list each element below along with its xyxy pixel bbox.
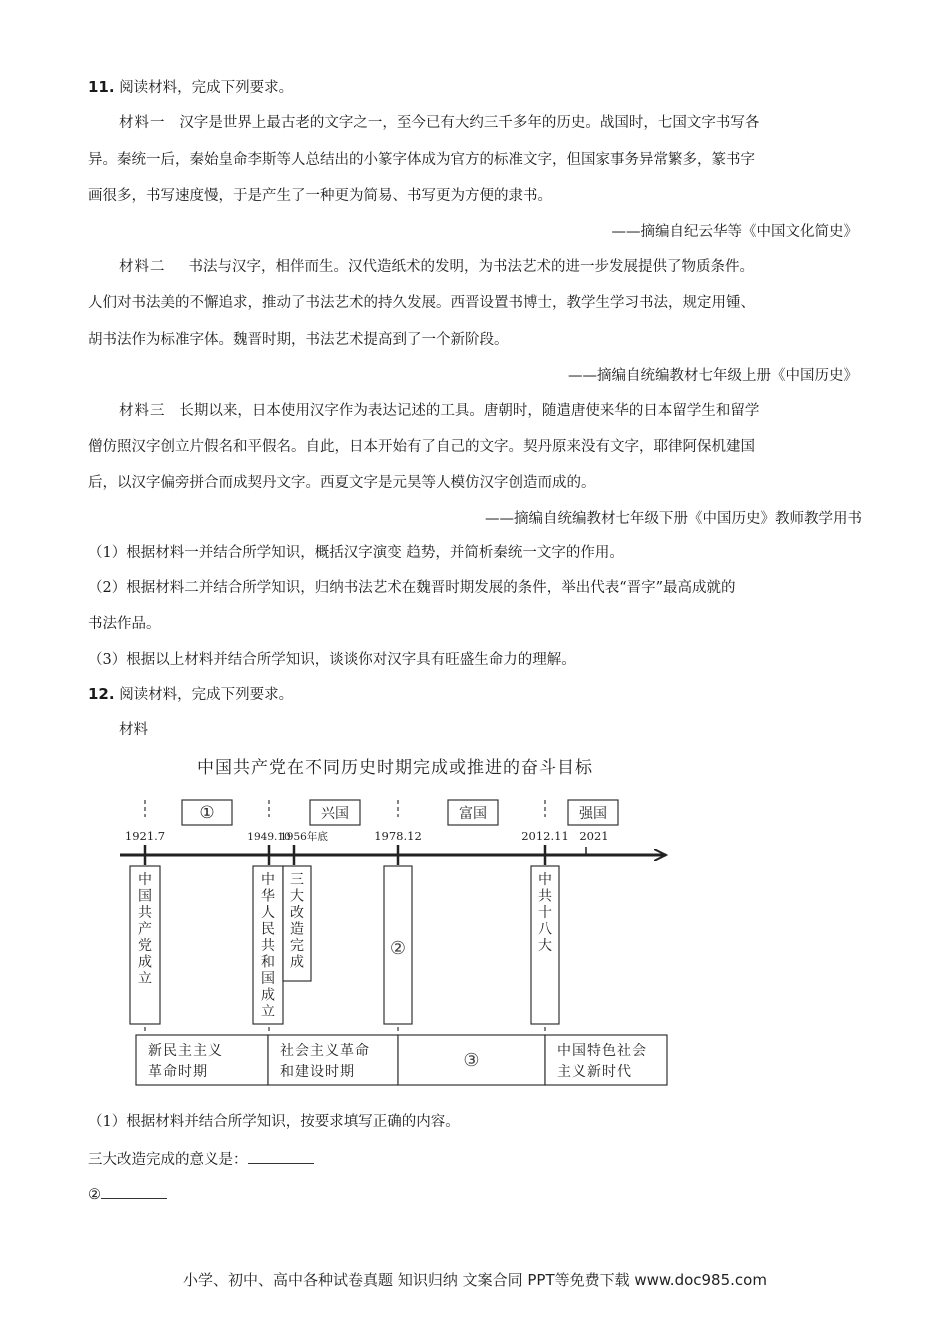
- period-label-line2: 主义新时代: [557, 1064, 632, 1080]
- period-label-line2: 革命时期: [148, 1064, 208, 1080]
- date-label: 2012.11: [521, 829, 569, 843]
- q11-sub3: （3）根据以上材料并结合所学知识，谈谈你对汉字具有旺盛生命力的理解。: [88, 652, 576, 668]
- q11-m3-line2: 僧仿照汉字创立片假名和平假名。自此，日本开始有了自己的文字。契丹原来没有文字，耶律阿保机建国: [88, 439, 755, 455]
- period-label-line2: 和建设时期: [280, 1064, 355, 1080]
- q11-m2-line3: 胡书法作为标准字体。魏晋时期，书法艺术提高到了一个新阶段。: [88, 332, 509, 348]
- page-footer: 小学、初中、高中各种试卷真题 知识归纳 文案合同 PPT等免费下载 www.doc985.com: [183, 1271, 767, 1289]
- q11-m3-text1: 长期以来，日本使用汉字作为表达记述的工具。唐朝时，随遣唐使来华的日本留学生和留学: [179, 403, 760, 419]
- period-label: ③: [463, 1050, 480, 1071]
- q12-heading: [88, 684, 293, 705]
- q11-m3-line1: [119, 401, 759, 421]
- timeline-goals: [182, 800, 618, 825]
- timeline-events: [130, 866, 559, 1024]
- q11-number: 11.: [88, 78, 115, 96]
- q11-m1-line2: 异。秦统一后，秦始皇命李斯等人总结出的小篆字体成为官方的标准文字，但国家事务异常繁多，篆书字: [88, 152, 755, 168]
- event-label: 中华人民共和国成立: [261, 872, 275, 1020]
- event-label: 中国共产党成立: [138, 872, 152, 987]
- period-label-line1: 中国特色社会: [557, 1043, 647, 1059]
- q12-material-label: 材料: [119, 722, 148, 738]
- q11-sub2-line1: （2）根据材料二并结合所学知识，归纳书法艺术在魏晋时期发展的条件，举出代表“晋字”最高成就的: [88, 580, 736, 596]
- q11-m3-label: 材料三: [119, 403, 166, 419]
- timeline-periods: [136, 1035, 667, 1085]
- q12-sub1: （1）根据材料并结合所学知识，按要求填写正确的内容。: [88, 1114, 460, 1130]
- q11-prompt: 阅读材料，完成下列要求。: [119, 80, 294, 96]
- period-label-line1: 社会主义革命: [280, 1043, 370, 1059]
- event-label: 三大改造完成: [290, 872, 304, 971]
- answer-blank-2[interactable]: [101, 1184, 167, 1199]
- period-label-line1: 新民主主义: [148, 1043, 223, 1059]
- q11-m2-text1: 书法与汉字，相伴而生。汉代造纸术的发明，为书法艺术的进一步发展提供了物质条件。: [188, 259, 755, 275]
- q11-heading: [88, 77, 293, 98]
- q12-number: 12.: [88, 685, 115, 703]
- q11-m1-line3: 画很多，书写速度慢，于是产生了一种更为简易、书写更为方便的隶书。: [88, 188, 552, 204]
- q11-m2-label: 材料二: [119, 259, 166, 275]
- q11-m2-line2: 人们对书法美的不懈追求，推动了书法艺术的持久发展。西晋设置书博士，教学生学习书法，规定用锺、: [88, 295, 755, 311]
- goal-label: 兴国: [321, 806, 349, 822]
- q11-sub1: （1）根据材料一并结合所学知识，概括汉字演变 趋势，并简析秦统一文字的作用。: [88, 545, 624, 561]
- q11-m1-label: 材料一: [119, 115, 166, 131]
- date-label: 1978.12: [374, 829, 422, 843]
- q12-fill2: [88, 1184, 167, 1205]
- q12-fill1: [88, 1149, 314, 1170]
- timeline-dates: [125, 829, 609, 843]
- date-label: 2021: [579, 829, 609, 843]
- q11-m3-line3: 后，以汉字偏旁拼合而成契丹文字。西夏文字是元昊等人模仿汉字创造而成的。: [88, 475, 596, 491]
- q12-prompt: 阅读材料，完成下列要求。: [119, 687, 294, 703]
- q11-m1-source: ——摘编自纪云华等《中国文化简史》: [611, 224, 858, 240]
- q11-m1-line1: [119, 113, 759, 133]
- event-label: ②: [389, 938, 407, 959]
- q11-m2-source: ——摘编自统编教材七年级上册《中国历史》: [568, 368, 858, 384]
- q11-m3-source: ——摘编自统编教材七年级下册《中国历史》教师教学用书: [485, 511, 862, 527]
- q12-fill1-label: 三大改造完成的意义是：: [88, 1152, 248, 1168]
- event-label: 中共十八大: [538, 872, 552, 954]
- q11-m1-text1: 汉字是世界上最古老的文字之一，至今已有大约三千多年的历史。战国时，七国文字书写各: [179, 115, 760, 131]
- date-label: 1949.10: [247, 831, 291, 843]
- date-label: 1956年底: [280, 831, 328, 843]
- q12-fill2-label: ②: [88, 1187, 101, 1203]
- timeline-figure: [110, 748, 680, 1093]
- q11-m2-line1: [119, 257, 754, 277]
- date-label: 1921.7: [124, 829, 166, 843]
- goal-label: ①: [199, 803, 215, 823]
- answer-blank-1[interactable]: [248, 1149, 314, 1164]
- goal-label: 强国: [579, 806, 607, 822]
- goal-label: 富国: [459, 806, 487, 822]
- timeline-dash-lines: [145, 800, 545, 1032]
- timeline-title: 中国共产党在不同历史时期完成或推进的奋斗目标: [197, 758, 593, 778]
- q11-sub2-line2: 书法作品。: [88, 616, 161, 632]
